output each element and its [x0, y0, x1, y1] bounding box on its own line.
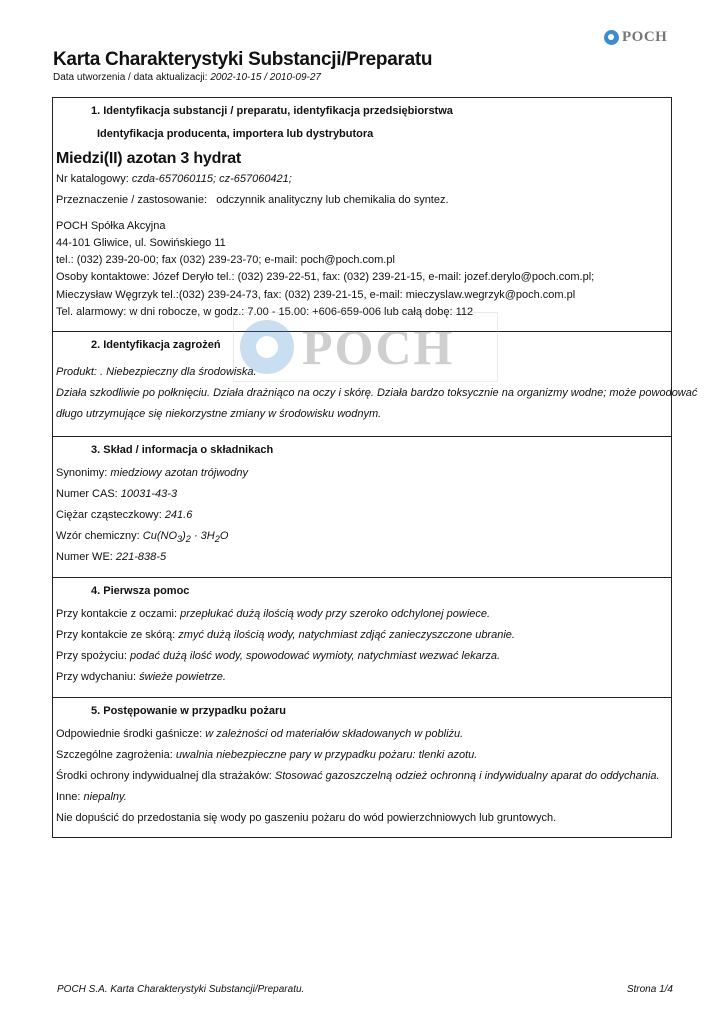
hazard-statement-2-text: długo utrzymujące się niekorzystne zmiany w środowisku wodnym. [56, 408, 382, 420]
contact-person-2: Mieczysław Węgrzyk tel.:(032) 239-24-73, fax: (032) 239-21-15, e-mail: mieczyslaw.wegrzyk@poch.com.pl [56, 289, 576, 301]
sds-content-box [52, 97, 698, 838]
hazard-statement-1-text: Działa szkodliwie po połknięciu. Działa drażniąco na oczy i skórę. Działa bardzo toksycznie na organizmy wodne; może powodować [56, 387, 698, 399]
mw-value: 241.6 [164, 509, 193, 521]
document-title: Karta Charakterystyki Substancji/Preparatu [53, 49, 433, 70]
section-3 [53, 436, 671, 578]
ppe-label: Środki ochrony indywidualnej dla strażaków: [56, 770, 275, 782]
first-aid-skin [56, 629, 665, 641]
skin-value: zmyć dużą ilością wody, natychmiast zdjąć zanieczyszczone ubranie. [178, 629, 515, 641]
molecular-weight [56, 509, 665, 521]
inhalation-value: świeże powietrze. [139, 671, 226, 683]
document-dates [53, 72, 321, 83]
we-number [56, 551, 665, 563]
catalog-number [56, 173, 665, 185]
poch-logo-icon [604, 30, 619, 45]
cas-value: 10031-43-3 [120, 488, 178, 500]
dates-value: 2002-10-15 / 2010-09-27 [210, 72, 321, 83]
special-hazards [56, 749, 665, 761]
media-value: w zależności od materiałów składowanych w pobliżu. [205, 728, 464, 740]
ppe-value: Stosować gazoszczelną odzież ochronną i indywidualny aparat do oddychania. [274, 770, 660, 782]
company-name: POCH Spółka Akcyjna [56, 220, 166, 232]
first-aid-eyes [56, 608, 665, 620]
ingestion-label: Przy spożyciu: [56, 650, 130, 662]
poch-logo [604, 27, 672, 48]
other-info [56, 791, 665, 803]
first-aid-ingestion [56, 650, 665, 662]
runoff-note: Nie dopuścić do przedostania się wody po gaszeniu pożaru do wód powierzchniowych lub gruntowych. [56, 812, 557, 824]
hazard-product-text: Produkt: . Niebezpieczny dla środowiska. [56, 366, 257, 378]
firefighter-ppe [56, 770, 665, 782]
company-address: 44-101 Gliwice, ul. Sowińskiego 11 [56, 237, 226, 249]
hazards-label: Szczególne zagrożenia: [56, 749, 176, 761]
cas-label: Numer CAS: [56, 488, 121, 500]
hazards-value: uwalnia niebezpieczne pary w przypadku pożaru: tlenki azotu. [175, 749, 478, 761]
formula-value: $Cu(NO_3)_2 \cdot 3H_2O$ [142, 530, 229, 545]
other-label: Inne: [56, 791, 84, 803]
purpose-label: Przeznaczenie / zastosowanie: [56, 194, 208, 206]
mw-label: Ciężar cząsteczkowy: [56, 509, 165, 521]
section-1-title: 1. Identyfikacja substancji / preparatu, identyfikacja przedsiębiorstwa [91, 105, 453, 117]
inhalation-label: Przy wdychaniu: [56, 671, 140, 683]
section-5 [53, 697, 671, 838]
synonyms [56, 467, 665, 479]
section-2 [53, 331, 698, 437]
eyes-label: Przy kontakcie z oczami: [56, 608, 181, 620]
eyes-value: przepłukać dużą ilością wody przy szeroko odchylonej powiece. [180, 608, 491, 620]
synonyms-value: miedziowy azotan trójwodny [110, 467, 248, 479]
purpose-value: odczynnik analityczny lub chemikalia do syntez. [216, 194, 449, 206]
synonyms-label: Synonimy: [56, 467, 111, 479]
other-value: niepalny. [83, 791, 127, 803]
first-aid-inhalation [56, 671, 665, 683]
catalog-value: czda-657060115; cz-657060421; [131, 173, 292, 185]
purpose [56, 194, 665, 206]
cas-number [56, 488, 665, 500]
extinguishing-media [56, 728, 665, 740]
formula-label: Wzór chemiczny: [56, 530, 143, 542]
we-value: 221-838-5 [115, 551, 167, 563]
section-1 [53, 98, 671, 332]
section-4-title: 4. Pierwsza pomoc [91, 585, 190, 597]
company-contact: tel.: (032) 239-20-00; fax (032) 239-23-70; e-mail: poch@poch.com.pl [56, 254, 395, 266]
media-label: Odpowiednie środki gaśnicze: [56, 728, 206, 740]
section-2-title: 2. Identyfikacja zagrożeń [91, 339, 221, 351]
chemical-formula [56, 530, 665, 544]
page-number: Strona 1/4 [626, 984, 673, 995]
hazard-product [56, 366, 665, 378]
skin-label: Przy kontakcie ze skórą: [56, 629, 179, 641]
dates-label: Data utworzenia / data aktualizacji: [53, 72, 211, 83]
section-4 [53, 577, 671, 698]
hazard-statement-1 [56, 387, 698, 399]
poch-logo-text: POCH [622, 29, 668, 45]
section-1-subtitle: Identyfikacja producenta, importera lub dystrybutora [97, 128, 374, 140]
catalog-label: Nr katalogowy: [56, 173, 132, 185]
footer-left: POCH S.A. Karta Charakterystyki Substancji/Preparatu. [57, 984, 305, 995]
emergency-phone: Tel. alarmowy: w dni robocze, w godz.: 7.00 - 15.00: +606-659-006 lub całą dobę: 112 [56, 306, 474, 318]
ingestion-value: podać dużą ilość wody, spowodować wymioty, natychmiast wezwać lekarza. [129, 650, 501, 662]
we-label: Numer WE: [56, 551, 116, 563]
hazard-statement-2 [56, 408, 665, 420]
product-name: Miedzi(II) azotan 3 hydrat [56, 150, 242, 167]
section-5-title: 5. Postępowanie w przypadku pożaru [91, 705, 286, 717]
section-3-title: 3. Skład / informacja o składnikach [91, 444, 274, 456]
contact-person-1: Osoby kontaktowe: Józef Deryło tel.: (032) 239-22-51, fax: (032) 239-21-15, e-mail: jozef.derylo@poch.com.pl; [56, 271, 595, 283]
watermark-text: POCH [302, 319, 455, 375]
